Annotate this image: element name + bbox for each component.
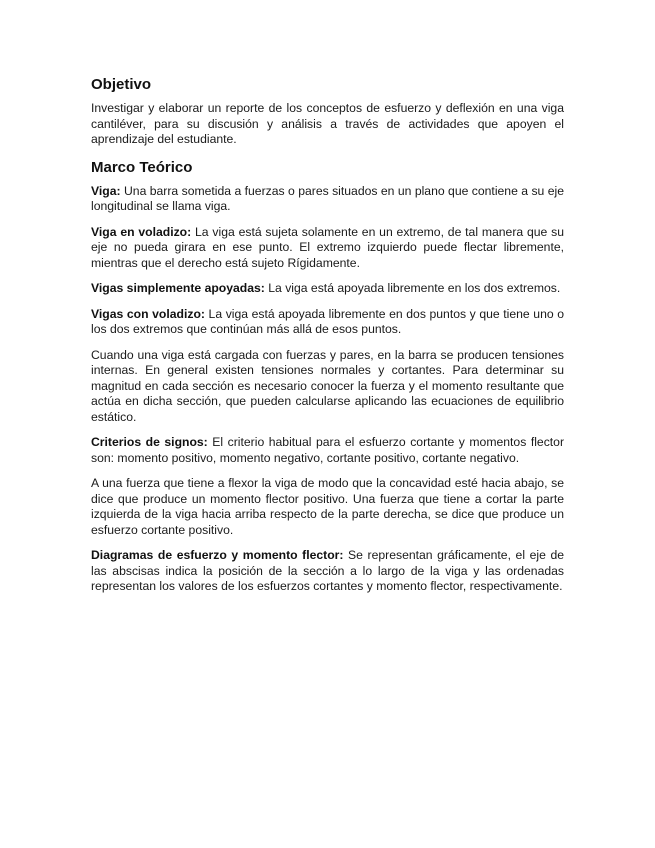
term-vigas-simplemente-apoyadas: Vigas simplemente apoyadas: [91,281,265,295]
term-viga: Viga: [91,183,121,198]
definition-vigas-simplemente-apoyadas-text: La viga está apoyada libremente en los dos extremos. [264,281,561,295]
definition-viga-voladizo [91,225,564,272]
definition-vigas-simplemente-apoyadas [91,281,564,297]
paragraph-viga-cargada: Cuando una viga está cargada con fuerzas y pares, en la barra se producen tensiones internas. En general existen tensiones normales y cortantes. Para determinar su magnitud en cada sección es necesario conocer la fuerza y el momento resultante que actúa en dicha sección, que pueden calcularse aplicando las ecuaciones de equilibrio estático. [91,347,564,424]
objective-heading: Objetivo [91,76,152,93]
document-page [91,75,564,605]
definition-viga-text: Una barra sometida a fuerzas o pares situados en un plano que contiene a su eje longitudinal se llama viga. [91,183,564,213]
paragraph-fuerza-flexor: A una fuerza que tiene a flexor la viga de modo que la concavidad esté hacia abajo, se dice que produce un momento flector positivo. Una fuerza que tiene a cortar la parte izquierda de la viga hacia arriba respecto de la parte derecha, se dice que produce un esfuerzo cortante positivo. [91,476,564,537]
definition-vigas-con-voladizo [91,307,564,338]
definition-criterios-signos [91,435,564,466]
term-diagramas: Diagramas de esfuerzo y momento flector: [91,548,344,562]
definition-diagramas [91,548,564,595]
theory-heading: Marco Teórico [91,158,193,176]
term-criterios-signos: Criterios de signos: [91,435,208,449]
objective-paragraph: Investigar y elaborar un reporte de los conceptos de esfuerzo y deflexión en una viga cantiléver, para su discusión y análisis a través de actividades que apoyen el aprendizaje del estudiante. [91,101,564,146]
definition-criterios-signos-text: El criterio habitual para el esfuerzo cortante y momentos flector son: momento positivo, momento negativo, cortante positivo, cortante negativo. [91,435,565,465]
definition-diagramas-text: Se representan gráficamente, el eje de las abscisas indica la posición de la sección a lo largo de la viga y las ordenadas representan los valores de los esfuerzos cortantes y momento flector, respectivamente. [91,548,564,593]
definition-vigas-con-voladizo-text: La viga está apoyada libremente en dos puntos y que tiene uno o los dos extremos que continúan más allá de esos puntos. [91,306,564,336]
definition-viga-voladizo-text: La viga está sujeta solamente en un extremo, de tal manera que su eje no pueda girara en ese punto. El extremo izquierdo puede flectar libremente, mientras que el derecho está sujeto Rígidamente. [91,224,565,270]
definition-viga [91,184,564,215]
term-vigas-con-voladizo: Vigas con voladizo: [91,306,205,321]
term-viga-voladizo: Viga en voladizo: [91,224,192,239]
